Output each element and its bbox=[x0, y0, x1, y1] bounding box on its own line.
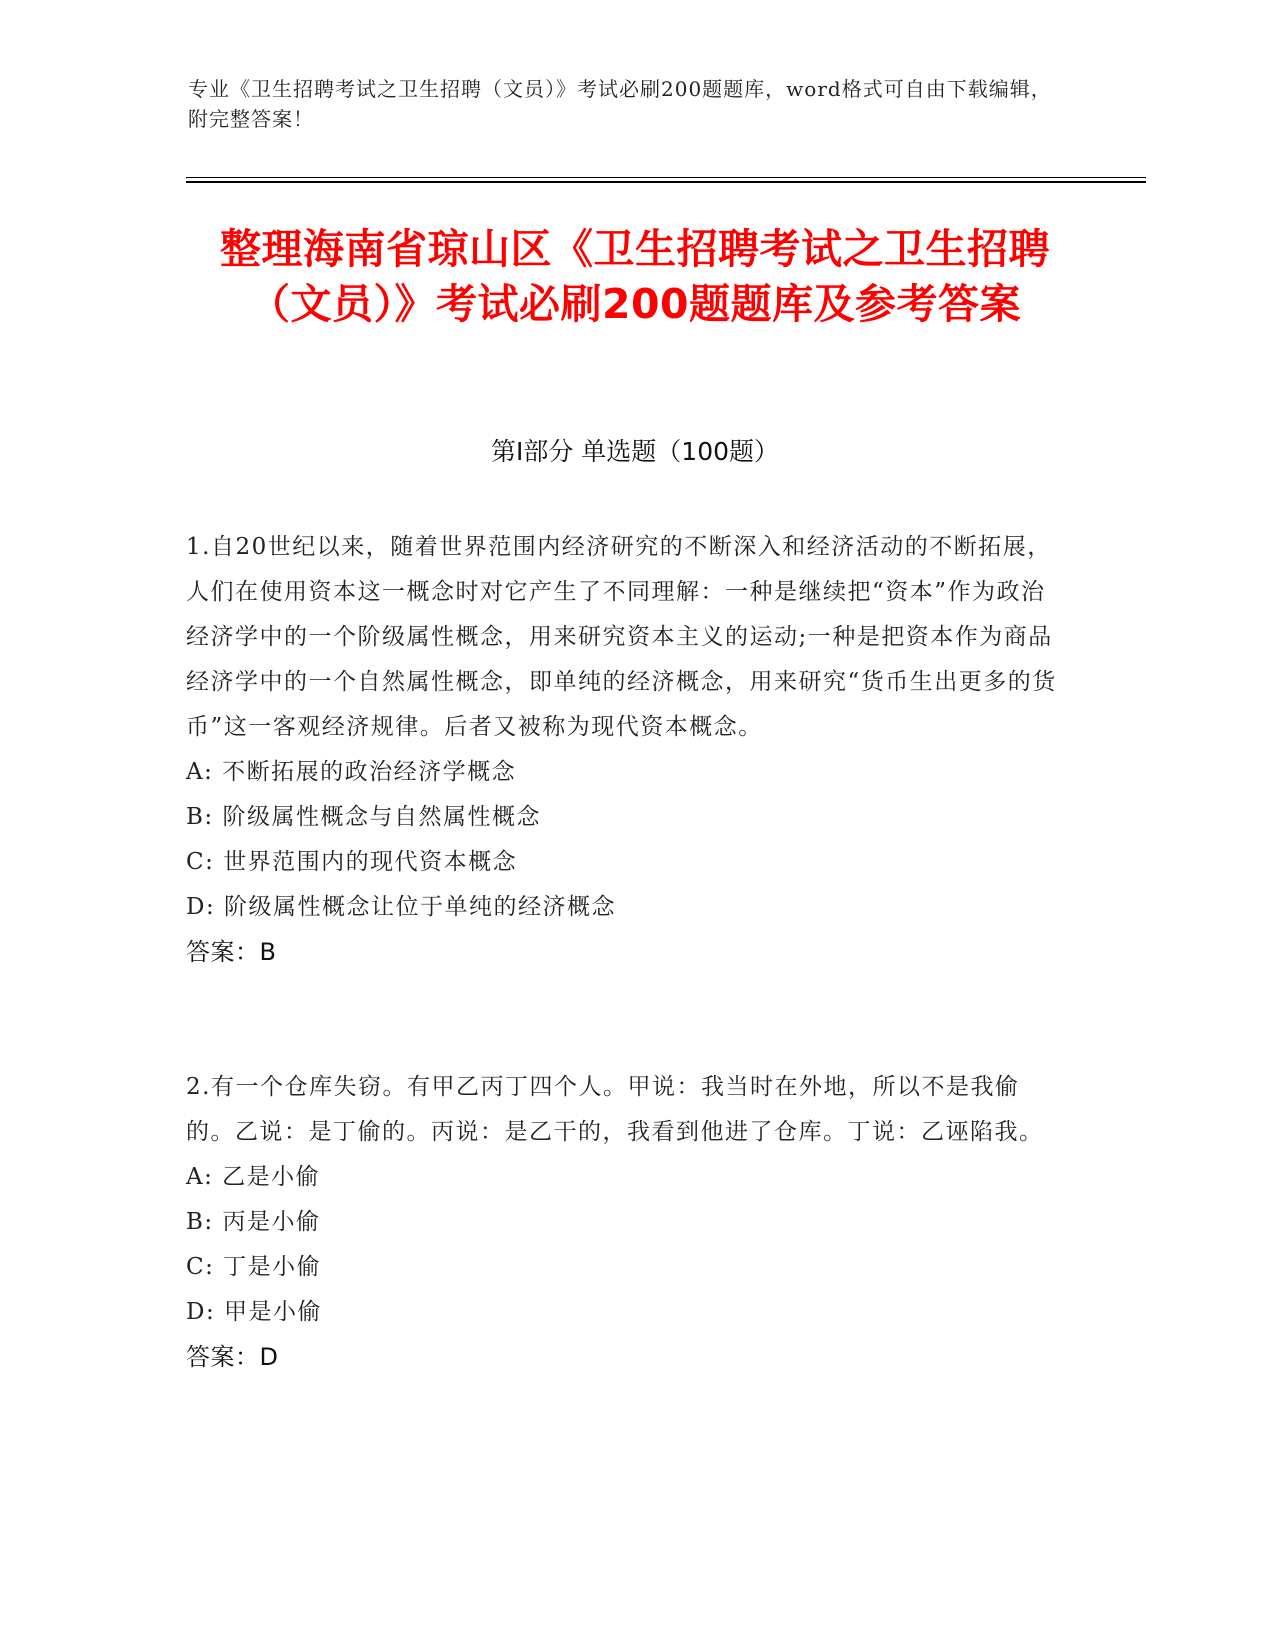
section-title: 第Ⅰ部分 单选题（100题） bbox=[490, 437, 780, 466]
document-title: 整理海南省琼山区《卫生招聘考试之卫生招聘（文员）》考试必刷200题题库及参考答案 bbox=[220, 225, 1050, 328]
question-2 bbox=[186, 1065, 1066, 1380]
option-d: D: 甲是小偷 bbox=[186, 1299, 323, 1325]
option-a: A: 不断拓展的政治经济学概念 bbox=[186, 759, 517, 785]
option-d: D: 阶级属性概念让位于单纯的经济概念 bbox=[186, 894, 617, 920]
option-c: C: 丁是小偷 bbox=[186, 1254, 322, 1280]
question-stem: 1.自20世纪以来，随着世界范围内经济研究的不断深入和经济活动的不断拓展，人们在使用资本这一概念时对它产生了不同理解：一种是继续把“资本”作为政治经济学中的一个阶级属性概念，用来研究资本主义的运动;一种是把资本作为商品经济学中的一个自然属性概念，即单纯的经济概念，用来研究“货币生出更多的货币”这一客观经济规律。后者又被称为现代资本概念。 bbox=[186, 534, 1057, 740]
option-b: B: 阶级属性概念与自然属性概念 bbox=[186, 804, 541, 830]
option-a: A: 乙是小偷 bbox=[186, 1164, 321, 1190]
answer-label: 答案：B bbox=[186, 938, 277, 966]
option-b: B: 丙是小偷 bbox=[186, 1209, 321, 1235]
question-1 bbox=[186, 525, 1066, 975]
header-divider-thin bbox=[186, 177, 1146, 178]
option-c: C: 世界范围内的现代资本概念 bbox=[186, 849, 518, 875]
header-divider-thick bbox=[186, 181, 1146, 183]
answer-label: 答案：D bbox=[186, 1343, 279, 1371]
header-note: 专业《卫生招聘考试之卫生招聘（文员）》考试必刷200题题库，word格式可自由下载编辑，附完整答案！ bbox=[188, 77, 1052, 131]
question-stem: 2.有一个仓库失窃。有甲乙丙丁四个人。甲说：我当时在外地，所以不是我偷的。乙说：是丁偷的。丙说：是乙干的，我看到他进了仓库。丁说：乙诬陷我。 bbox=[186, 1074, 1044, 1145]
